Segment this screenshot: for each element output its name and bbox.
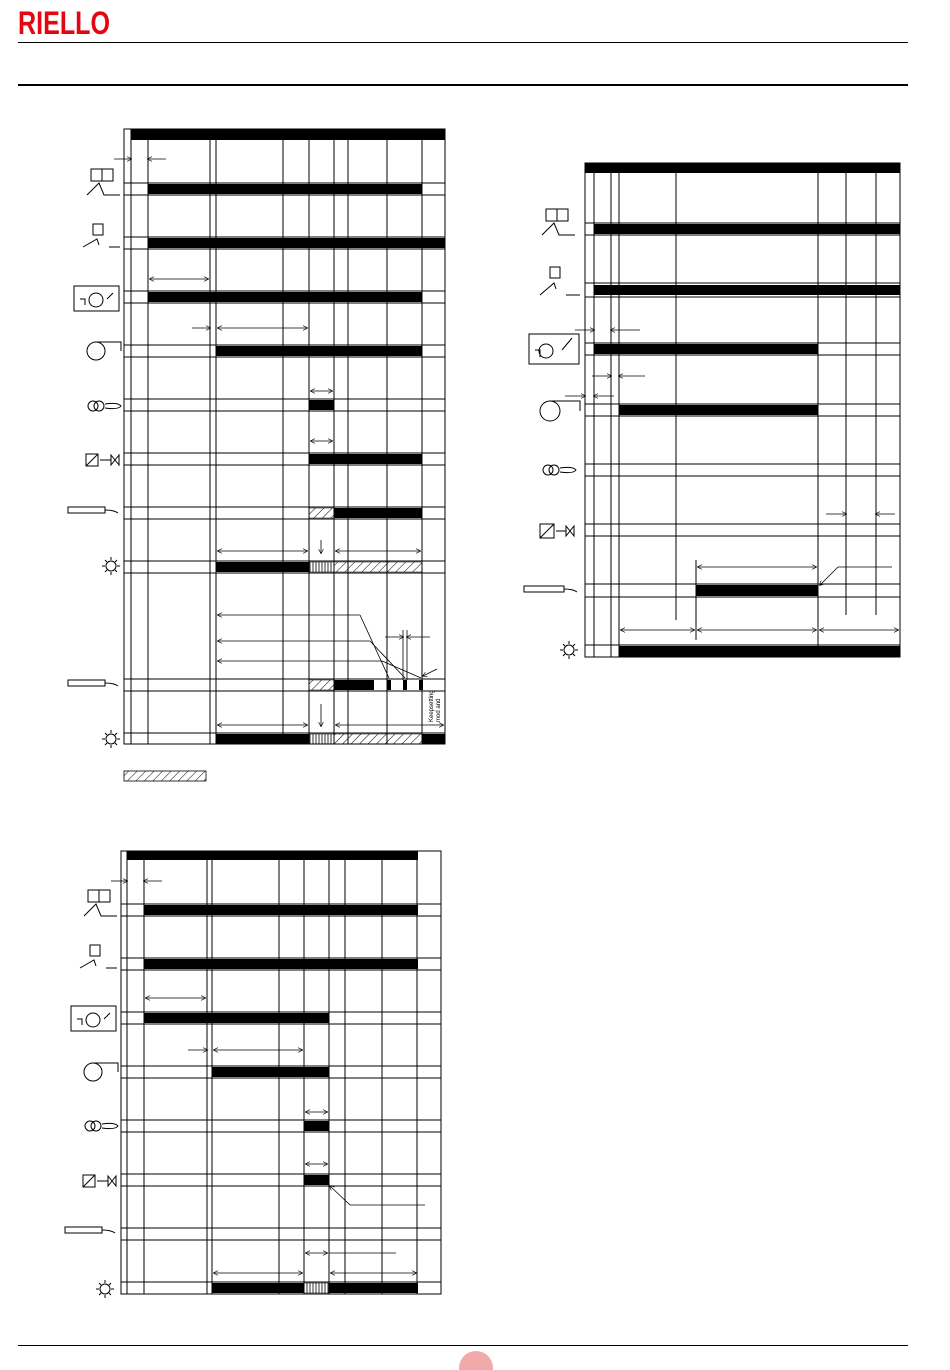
valve-icon xyxy=(540,524,574,538)
signal-bar xyxy=(696,585,818,596)
signal-bar xyxy=(619,646,900,657)
thermostat-icon xyxy=(542,209,575,235)
rotated-label: mod and xyxy=(436,698,442,722)
top-bar xyxy=(585,163,900,173)
pressure-switch-icon xyxy=(540,267,580,295)
ignition-transformer-icon xyxy=(543,465,576,475)
motor-switch-icon xyxy=(529,334,579,364)
signal-bar xyxy=(619,405,818,415)
svg-text:RIELLO: RIELLO xyxy=(18,5,110,41)
signal-bar xyxy=(594,344,818,354)
signal-bar xyxy=(594,285,900,295)
rotated-label: Keepsetting xyxy=(429,690,435,722)
signal-bar xyxy=(594,224,900,234)
flame-sensor-icon xyxy=(524,586,577,592)
lamp-icon xyxy=(560,641,578,659)
motor-icon xyxy=(540,401,580,421)
